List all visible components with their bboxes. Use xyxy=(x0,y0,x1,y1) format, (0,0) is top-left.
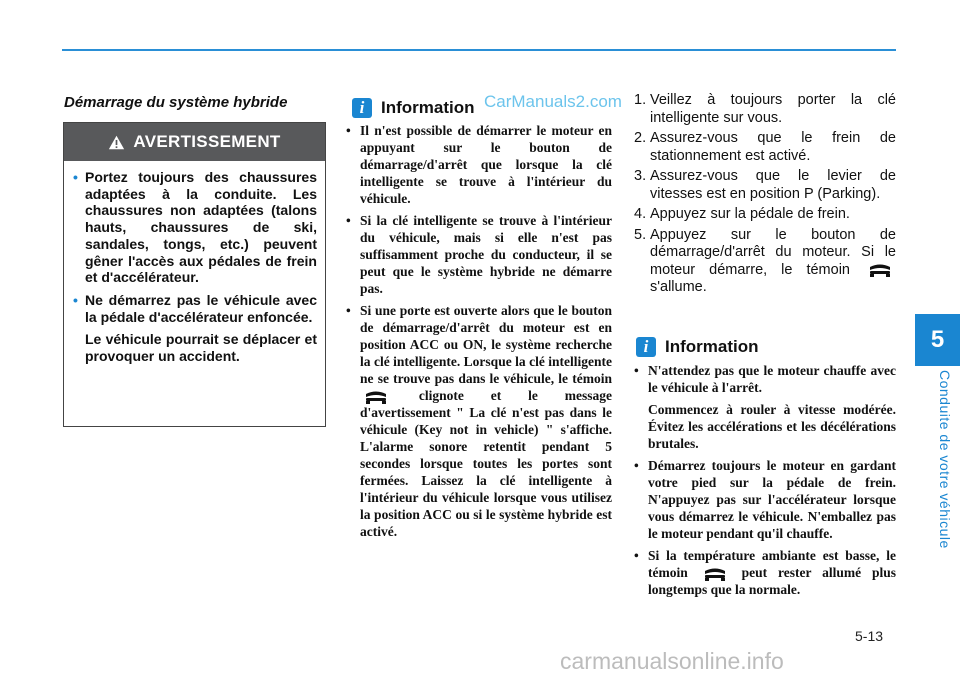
list-item: • Si la température ambiante est basse, le témoin peut rester allumé plus longtemps que la normale. xyxy=(630,547,896,598)
list-note: Commencez à rouler à vitesse modérée. Évitez les accélérations et les décélérations brutales. xyxy=(648,402,896,451)
step-item: 2. Assurez-vous que le frein de stationnement est activé. xyxy=(634,130,896,164)
ready-indicator-icon xyxy=(867,263,893,277)
info-title: Information xyxy=(381,98,475,117)
info-icon: i xyxy=(352,98,372,118)
section-side-title: Conduite de votre véhicule xyxy=(937,370,953,549)
list-item: • Démarrez toujours le moteur en gardant votre pied sur la pédale de frein. N'appuyez pas sur l'accélérateur lorsque vous démarrez le véhicule. N'emballez pas le moteur pendant qu'il chauffe. xyxy=(630,457,896,542)
bullet-icon: • xyxy=(73,291,78,308)
info-icon: i xyxy=(636,337,656,357)
warning-title: AVERTISSEMENT xyxy=(133,132,281,151)
list-item: • Si la clé intelligente se trouve à l'intérieur du véhicule, mais si elle n'est pas suffisamment proche du conducteur, il se peut que le système hybride ne démarre pas. xyxy=(342,212,612,297)
warning-box xyxy=(63,122,326,427)
top-watermark: CarManuals2.com xyxy=(484,92,622,111)
warning-note: Le véhicule pourrait se déplacer et provoquer un accident. xyxy=(85,331,317,365)
warning-triangle-icon xyxy=(108,134,125,151)
warning-header xyxy=(64,123,325,161)
section-tab: 5 xyxy=(915,314,960,366)
warning-item: • Portez toujours des chaussures adaptées à la conduite. Les chaussures non adaptées (talons hauts, chaussures de ski, sandales, tongs, etc.) peuvent gêner l'accès aux pédales de frein et d'accélérateur. xyxy=(73,169,317,286)
step-item: 4. Appuyez sur la pédale de frein. xyxy=(634,206,850,222)
bullet-icon: • xyxy=(73,169,78,185)
warning-item: • Ne démarrez pas le véhicule avec la pédale d'accélérateur enfoncée. xyxy=(73,291,317,325)
list-item: • Il n'est possible de démarrer le moteur en appuyant sur le bouton de démarrage/d'arrêt que lorsque la clé intelligente se trouve à l'intérieur du véhicule. xyxy=(342,122,612,207)
info-heading-2 xyxy=(636,337,759,357)
info-heading-1 xyxy=(352,98,475,118)
smart-key-indicator-icon xyxy=(363,390,389,404)
page-number: 5-13 xyxy=(855,628,884,644)
section-heading: Démarrage du système hybride xyxy=(64,94,288,111)
indicator-lamp-icon xyxy=(702,567,728,581)
warning-body xyxy=(64,161,325,365)
footer-watermark: carmanualsonline.info xyxy=(560,648,784,674)
info-block-1 xyxy=(342,122,612,545)
step-item: 1. Veillez à toujours porter la clé intelligente sur vous. xyxy=(634,92,896,126)
step-item: 3. Assurez-vous que le levier de vitesses est en position P (Parking). xyxy=(634,168,896,202)
info-title: Information xyxy=(665,337,759,356)
step-item: 5. Appuyez sur le bouton de démarrage/d'arrêt du moteur. Si le moteur démarre, le témoin s'allume. xyxy=(634,226,896,295)
list-item: • N'attendez pas que le moteur chauffe avec le véhicule à l'arrêt. xyxy=(630,362,896,396)
start-steps xyxy=(634,92,896,300)
list-item: • Si une porte est ouverte alors que le bouton de démarrage/d'arrêt du moteur est en position ACC ou ON, le système recherche la clé intelligente. Lorsque la clé intelligente ne se trouve pas dans le véhicule, le témoin clignote et le message d'avertissement " La clé n'est pas dans le véhicule (Key not in vehicle) " s'affiche. L'alarme sonore retentit pendant 5 secondes lorsque toutes les portes sont fermées. Laissez la clé intelligente à l'intérieur du véhicule lorsque vous utilisez la position ACC ou si le système hybride est activé. xyxy=(342,302,612,540)
top-rule xyxy=(62,49,896,51)
info-block-2 xyxy=(630,362,896,603)
